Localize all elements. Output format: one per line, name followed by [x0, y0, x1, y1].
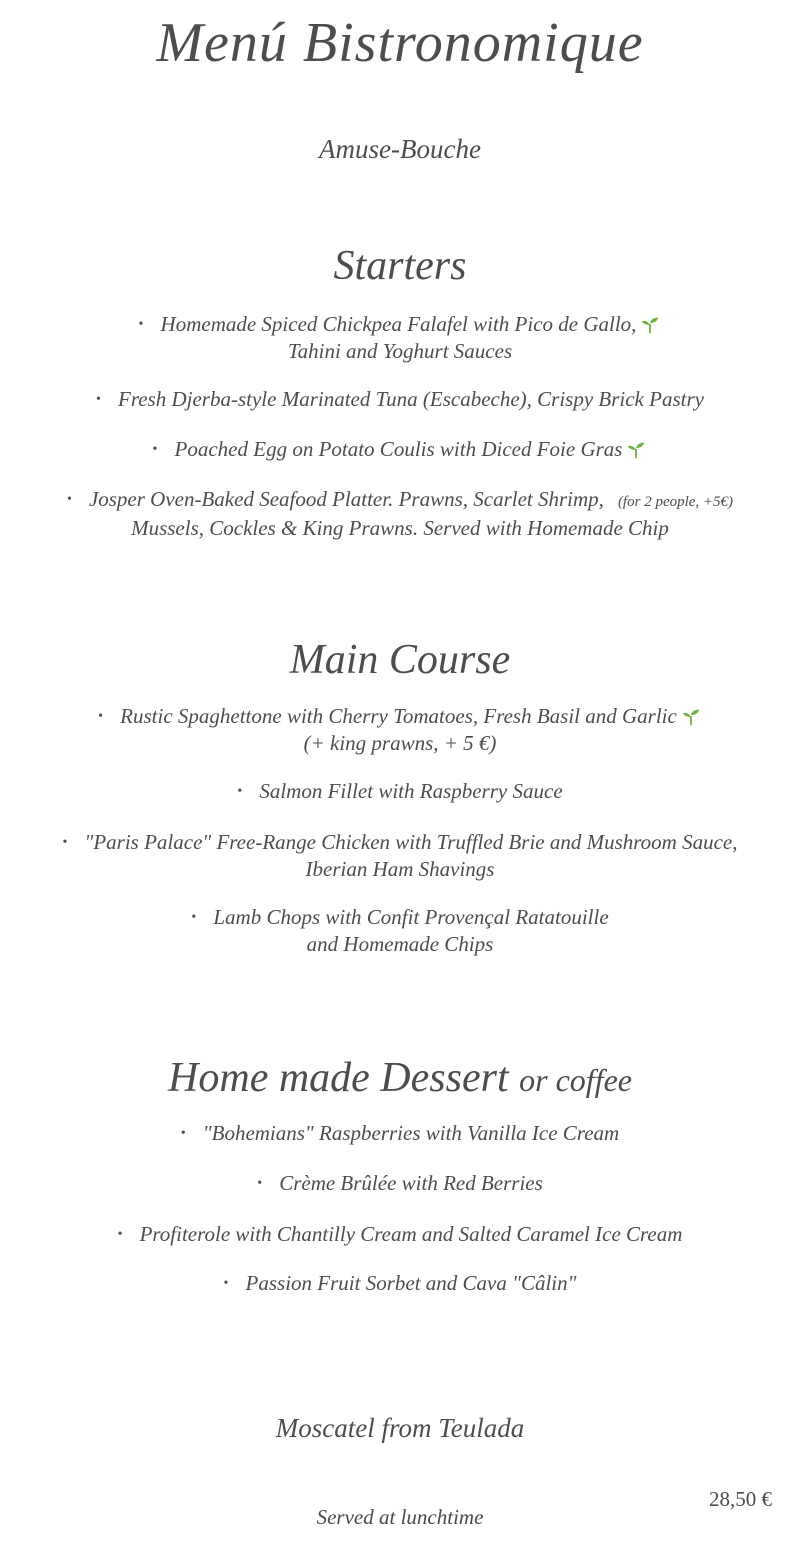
bullet: • — [96, 392, 101, 407]
starter-name: Homemade Spiced Chickpea Falafel with Pico de Gallo, — [160, 312, 637, 336]
starter-name: Poached Egg on Potato Coulis with Diced Foie Gras — [174, 437, 623, 461]
starter-desc: Tahini and Yoghurt Sauces — [287, 339, 513, 363]
bullet: • — [62, 835, 68, 850]
bullet: • — [117, 1227, 123, 1242]
bullet: • — [223, 1276, 229, 1291]
menu-price: 28,50 € — [709, 1487, 772, 1511]
main-name: Lamb Chops with Confit Provençal Ratatouille — [213, 905, 609, 929]
dessert-item — [0, 1221, 800, 1248]
bullet: • — [180, 1126, 186, 1141]
served-note: Served at lunchtime — [316, 1505, 484, 1529]
dessert-heading-suffix: or coffee — [519, 1062, 632, 1098]
starter-item — [0, 436, 800, 463]
main-desc: Iberian Ham Shavings — [305, 857, 495, 881]
bullet: • — [257, 1176, 263, 1191]
main-name: "Paris Palace" Free-Range Chicken with Truffled Brie and Mushroom Sauce, — [84, 830, 738, 854]
wine-pairing: Moscatel from Teulada — [275, 1413, 525, 1443]
dessert-item — [0, 1270, 800, 1297]
sprout-icon — [625, 438, 647, 460]
sprout-icon — [639, 313, 661, 335]
starter-desc: Mussels, Cockles & King Prawns. Served with Homemade Chip — [131, 516, 669, 540]
bullet: • — [152, 442, 158, 457]
dessert-name: Crème Brûlée with Red Berries — [279, 1171, 543, 1195]
main-item — [0, 829, 800, 882]
bullet: • — [98, 709, 104, 724]
starter-name: Fresh Djerba-style Marinated Tuna (Escabeche), Crispy Brick Pastry — [118, 387, 704, 411]
dessert-name: Profiterole with Chantilly Cream and Salted Caramel Ice Cream — [139, 1222, 683, 1246]
dessert-item — [0, 1120, 800, 1147]
starters-heading: Starters — [333, 243, 467, 289]
dessert-name: "Bohemians" Raspberries with Vanilla Ice Cream — [202, 1121, 620, 1145]
starter-name: Josper Oven-Baked Seafood Platter. Prawns, Scarlet Shrimp, — [88, 487, 604, 511]
main-course-heading: Main Course — [289, 637, 511, 683]
main-item — [0, 778, 800, 805]
starter-item — [0, 486, 800, 541]
main-item — [0, 703, 800, 756]
starter-item — [0, 311, 800, 364]
main-item — [0, 904, 800, 957]
main-name: Rustic Spaghettone with Cherry Tomatoes, Fresh Basil and Garlic — [120, 704, 677, 728]
starter-item — [0, 386, 800, 413]
dessert-item — [0, 1170, 800, 1197]
dessert-heading — [0, 1052, 800, 1106]
sprout-icon — [680, 705, 702, 727]
bullet: • — [237, 784, 243, 799]
main-name: Salmon Fillet with Raspberry Sauce — [259, 779, 563, 803]
starter-note: (for 2 people, +5€) — [617, 494, 734, 510]
bullet: • — [66, 492, 72, 507]
bullet: • — [191, 910, 197, 925]
menu-title: Menú Bistronomique — [156, 12, 644, 74]
bullet: • — [138, 317, 144, 332]
amuse-bouche: Amuse-Bouche — [319, 134, 481, 164]
main-desc: (+ king prawns, + 5 €) — [303, 731, 497, 755]
dessert-heading-main: Home made Dessert — [168, 1055, 509, 1101]
dessert-name: Passion Fruit Sorbet and Cava "Câlin" — [245, 1271, 577, 1295]
main-desc: and Homemade Chips — [306, 932, 494, 956]
